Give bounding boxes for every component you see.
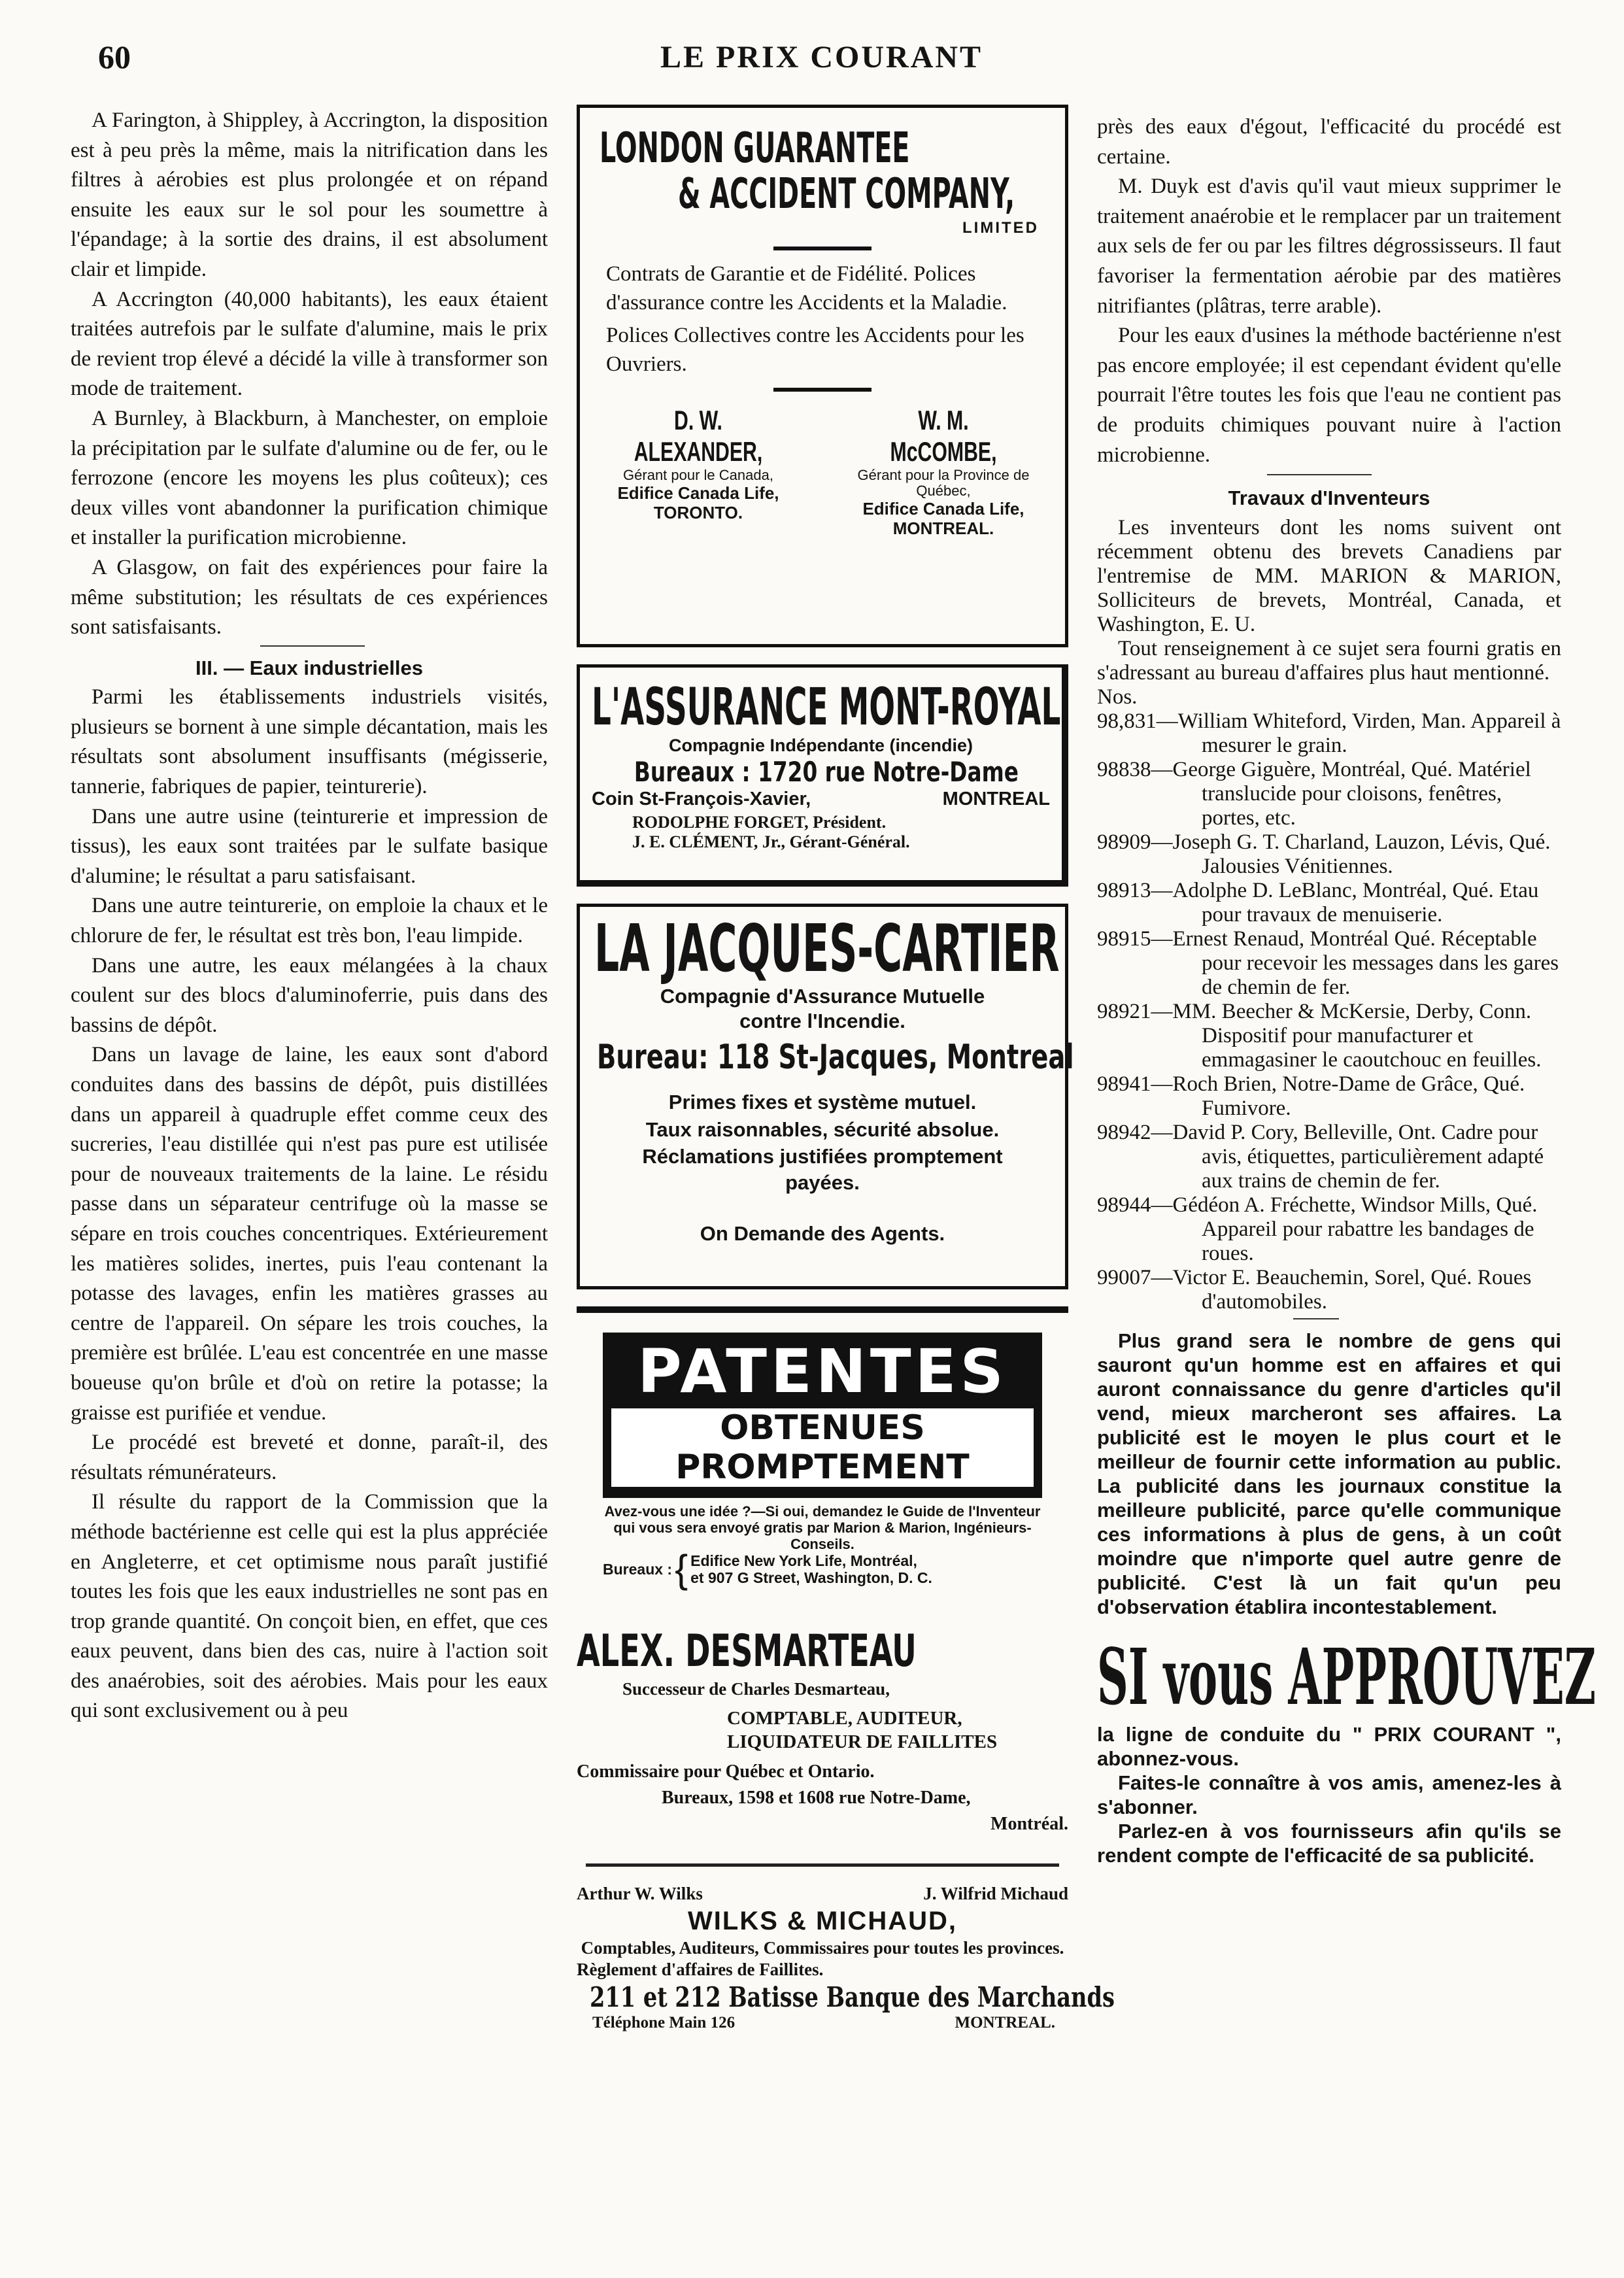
subscribe-text: Parlez-en à vos fournisseurs afin qu'ils se rendent compte de l'efficacité de sa publicité. (1097, 1819, 1561, 1867)
paragraph: M. Duyk est d'avis qu'il vaut mieux supprimer le traitement anaérobie et le remplacer par un traitement aux sels de fer ou par les filtres dégrossisseurs. Il faut favoriser la fermentation aérobie par des matières nitrifiantes (plâtras, terre arable). (1097, 175, 1561, 318)
agent-address: Edifice Canada Life, (617, 483, 779, 503)
paragraph: Dans une autre, les eaux mélangées à la chaux coulent sur des blocs d'aluminoferrie, puis dans des bassins de dépôt. (71, 953, 548, 1037)
ad-london-guarantee (577, 105, 1068, 647)
paragraph: Dans un lavage de laine, les eaux sont d'abord conduites dans des bassins de dépôt, puis distillées dans un appareil à quadruple effet comme ceux des sucreries, l'eau distillée qui n'est pas pure est utilisée pour de nouveaux traitements de la laine. Le résidu passe dans un séparateur centrifuge où la masse se sépare en trois couches concentriques. Extérieurement les matières solides, inertes, puis l'eau contenant la potasse des lavages, enfin les matières grasses au centre de l'appareil. On sépare les trois couches, la première est brûlée. L'eau est concentrée en une masse boueuse qu'on brûle et d'où on retire la potasse; la graisse est purifiée et vendue. (71, 1043, 548, 1425)
ad-text: Bureau: 118 St-Jacques, Montreal (597, 1038, 1074, 1077)
paragraph: Parmi les établissements industriels visités, plusieurs se bornent à une simple décantation, mais les résultats sont absolument insuffisants (mégisserie, tannerie, fabriques de papier, teinturerie). (71, 685, 548, 799)
paragraph: près des eaux d'égout, l'efficacité du procédé est certaine. (1097, 115, 1561, 169)
divider (1293, 1318, 1339, 1319)
publicity-notice: Plus grand sera le nombre de gens qui sauront qu'un homme est en affaires et qui auront connaissance du genre d'articles qu'il vend, mieux marcheront ses affaires. La publicité est le moyen le plus court et le meilleur de fournir cette information au public. La publicité dans les journaux constitue la meilleure publicité, parce qu'elle communique ces informations à plus de gens, à un coût moindre que n'importe quel autre genre de publicité. C'est là un fait qu'un peu d'observation établira incontestablement. (1097, 1329, 1561, 1618)
page-header (0, 38, 1624, 84)
ad-text: Bureaux : 1720 rue Notre-Dame (634, 756, 1019, 788)
ad-jacques-cartier (577, 904, 1074, 1289)
ad-text: MONTREAL (942, 789, 1050, 809)
agent-city: MONTREAL. (892, 518, 994, 538)
list-item: 98913—Adolphe D. LeBlanc, Montréal, Qué. Etau pour travaux de menuiserie. (1097, 878, 1539, 926)
ad-title: L'ASSURANCE MONT-ROYAL (592, 678, 1061, 737)
ad-text: Bureaux, 1598 et 1608 rue Notre-Dame, (662, 1788, 971, 1808)
brace-icon: { (675, 1547, 688, 1591)
list-item: 99007—Victor E. Beauchemin, Sorel, Qué. Roues d'automobiles. (1097, 1265, 1532, 1314)
paragraph: Dans une autre usine (teinturerie et impression de tissus), les eaux sont traitées par le sulfate basique d'alumine; le résultat a paru satisfaisant. (71, 804, 548, 888)
agent-address: Edifice Canada Life, (862, 499, 1024, 518)
ad-text: On Demande des Agents. (700, 1222, 945, 1245)
ad-text: Edifice New York Life, Montréal, (690, 1552, 917, 1569)
list-item: 98944—Gédéon A. Fréchette, Windsor Mills, Qué. Appareil pour rabattre les bandages de roues. (1097, 1193, 1538, 1265)
ad-patentes (577, 1333, 1068, 1591)
divider (577, 1306, 1068, 1313)
ad-title: LA JACQUES-CARTIER (594, 910, 1060, 987)
list-item: 98,831—William Whiteford, Virden, Man. Appareil à mesurer le grain. (1097, 709, 1561, 757)
ad-text: Successeur de Charles Desmarteau, (622, 1679, 890, 1699)
list-item: 98941—Roch Brien, Notre-Dame de Grâce, Qué. Fumivore. (1097, 1072, 1525, 1120)
ad-text: RODOLPHE FORGET, Président. (632, 813, 887, 832)
agent-role: Gérant pour la Province de Québec, (857, 467, 1030, 499)
paragraph: Il résulte du rapport de la Commission que la méthode bactérienne est celle qui est la plus appréciée en Angleterre, et cet optimisme nous paraît justifié toutes les fois que les eaux industrielles ne sont pas en trop grande quantité. On conçoit bien, en effet, que ces eaux peuvent, dans bien des cas, nuire à l'action soit des anaérobies, soit des aérobies. Mais pour les eaux qui sont exclusivement ou à peu (71, 1490, 548, 1723)
section-title: Travaux d'Inventeurs (1228, 486, 1430, 510)
ad-text: Taux raisonnables, sécurité absolue. (645, 1118, 1000, 1141)
divider (773, 388, 871, 392)
subscribe-text: la ligne de conduite du " PRIX COURANT ", abonnez-vous. (1097, 1722, 1561, 1770)
ad-text: Arthur W. Wilks (577, 1884, 703, 1903)
ad-text: Téléphone Main 126 (592, 2014, 736, 2032)
agent-name: W. M. McCOMBE, (890, 405, 997, 467)
ad-text: J. E. CLÉMENT, Jr., Gérant-Général. (632, 832, 910, 851)
ad-text: Réclamations justifiées promptement payées. (642, 1145, 1003, 1194)
running-title: LE PRIX COURANT (660, 40, 983, 75)
list-item: 98838—George Giguère, Montréal, Qué. Matériel translucide pour cloisons, fenêtres, portes, etc. (1097, 757, 1531, 830)
ad-text: et 907 G Street, Washington, D. C. (690, 1569, 932, 1586)
ad-text: Règlement d'affaires de Faillites. (577, 1960, 824, 1979)
list-label: Nos. (1097, 685, 1138, 709)
ad-title: PATENTES (637, 1336, 1007, 1406)
ad-mont-royal (577, 664, 1068, 887)
divider (586, 1863, 1059, 1867)
ad-text: Compagnie d'Assurance Mutuelle contre l'Incendie. (660, 985, 985, 1032)
patentes-banner (603, 1333, 1042, 1498)
ad-text: Primes fixes et système mutuel. (668, 1091, 977, 1114)
ad-text: Contrats de Garantie et de Fidélité. Polices d'assurance contre les Accidents et la Maladie. (606, 262, 1007, 314)
subscribe-text: Faites-le connaître à vos amis, amenez-les à s'abonner. (1097, 1771, 1561, 1818)
ad-desmarteau (577, 1625, 1068, 1837)
list-item: 98915—Ernest Renaud, Montréal Qué. Réceptable pour recevoir les messages dans les gares de chemin de fer. (1097, 926, 1559, 999)
ad-text: MONTREAL. (955, 2014, 1055, 2032)
ad-text: LIQUIDATEUR DE FAILLITES (727, 1731, 998, 1752)
ad-text: Polices Collectives contre les Accidents pour les Ouvriers. (606, 324, 1024, 376)
paragraph: Le procédé est breveté et donne, paraît-il, des résultats rémunérateurs. (71, 1431, 548, 1484)
agent-city: TORONTO. (653, 503, 743, 522)
ad-text: COMPTABLE, AUDITEUR, (727, 1708, 962, 1729)
approuvez-headline: SI vous APPROUVEZ (1097, 1631, 1596, 1722)
agent (590, 405, 806, 538)
divider (260, 645, 365, 647)
ad-title: WILKS & MICHAUD, (688, 1907, 957, 1935)
agents (580, 401, 1065, 547)
agent (832, 405, 1055, 538)
agent-role: Gérant pour le Canada, (623, 467, 773, 483)
ad-title: & ACCIDENT COMPANY, (678, 170, 1015, 218)
list-item: 98942—David P. Cory, Belleville, Ont. Cadre pour avis, étiquettes, particulièrement adapté aux trains de chemin de fer. (1097, 1120, 1544, 1193)
agent-name: D. W. ALEXANDER, (634, 405, 763, 467)
ad-text: J. Wilfrid Michaud (923, 1884, 1068, 1903)
advertisement-column (577, 105, 1115, 2032)
ad-text: Compagnie Indépendante (incendie) (668, 736, 973, 755)
section-title: III. — Eaux industrielles (195, 656, 423, 679)
left-column (71, 106, 548, 1726)
paragraph: A Farington, à Shippley, à Accrington, la disposition est à peu près la même, mais la nitrification dans les filtres à aérobies est plus prolongée et on répand ensuite les eaux sur le sol pour les soumettre à l'épandage; à la sortie des drains, il est absolument clair et limpide. (71, 109, 548, 281)
ad-text: Bureaux : (603, 1561, 673, 1578)
ad-body (580, 260, 1065, 379)
divider (773, 246, 871, 250)
list-item: 98909—Joseph G. T. Charland, Lauzon, Lévis, Qué. Jalousies Vénitiennes. (1097, 830, 1551, 878)
limited-label: LIMITED (962, 219, 1039, 237)
paragraph: Pour les eaux d'usines la méthode bactérienne n'est pas encore employée; il est cependant évident qu'elle pourrait l'être toutes les fois que l'eau ne contient pas de produits chimiques pouvant nuire à l'action microbienne. (1097, 324, 1561, 467)
ad-text: 211 et 212 Batisse Banque des Marchands (590, 1981, 1115, 2013)
page-number: 60 (98, 39, 131, 75)
ad-text: Montréal. (990, 1814, 1068, 1834)
paragraph: A Glasgow, on fait des expériences pour faire la même substitution; les résultats de ces expériences sont satisfaisants. (71, 555, 548, 639)
list-item: 98921—MM. Beecher & McKersie, Derby, Conn. Dispositif pour manufacturer et emmagasiner le caoutchouc en feuilles. (1097, 999, 1542, 1072)
paragraph: A Accrington (40,000 habitants), les eaux étaient traitées autrefois par le sulfate d'alumine, mais le prix de revient trop élevé a décidé la ville à transformer son mode de traitement. (71, 287, 548, 401)
ad-text: Commissaire pour Québec et Ontario. (577, 1761, 875, 1782)
ad-title: ALEX. DESMARTEAU (577, 1625, 917, 1677)
ad-subtitle: OBTENUES PROMPTEMENT (609, 1406, 1036, 1489)
right-column (1097, 112, 1596, 1867)
ad-wilks-michaud (577, 1884, 1115, 2032)
paragraph: Les inventeurs dont les noms suivent ont récemment obtenu des brevets Canadiens par l'entremise de MM. MARION & MARION, Solliciteurs de brevets, Montréal, Canada, et Washington, E. U. (1097, 515, 1561, 636)
paragraph: Tout renseignement à ce sujet sera fourni gratis en s'adressant au bureau d'affaires plus haut mentionné. (1097, 636, 1561, 685)
ad-title: LONDON GUARANTEE (600, 124, 910, 173)
divider (1267, 474, 1372, 475)
ad-text: Coin St-François-Xavier, (592, 789, 811, 809)
ad-text: Comptables, Auditeurs, Commissaires pour toutes les provinces. (581, 1938, 1064, 1958)
paragraph: A Burnley, à Blackburn, à Manchester, on emploie la précipitation par le sulfate d'alumine ou de fer, ou le ferrozone (encore les moyens les plus coûteux); ces deux villes vont abandonner la purification chimique et installer la purification microbienne. (71, 406, 548, 550)
paragraph: Dans une autre teinturerie, on emploie la chaux et le chlorure de fer, le résultat est très bon, l'eau limpide. (71, 894, 548, 948)
ad-text: Avez-vous une idée ?—Si oui, demandez le Guide de l'Inventeur qui vous sera envoyé gratis par Marion & Marion, Ingénieurs-Conseils. (604, 1503, 1041, 1552)
